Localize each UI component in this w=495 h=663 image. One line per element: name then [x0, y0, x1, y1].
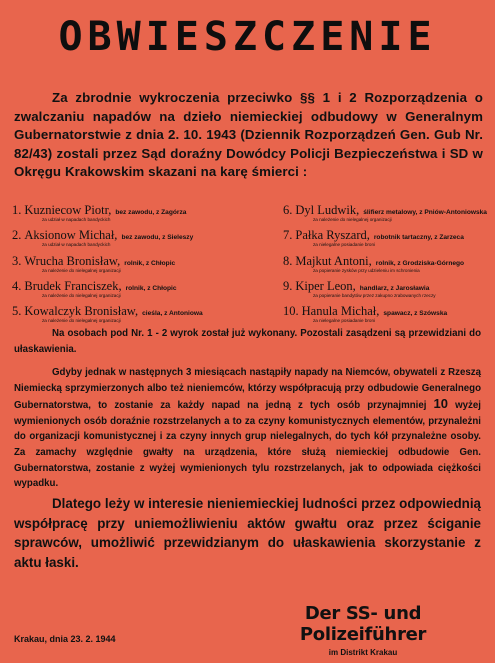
list-item — [283, 279, 493, 304]
reprisal-number: 10 — [433, 396, 449, 412]
item-name: Pałka Ryszard, — [295, 228, 370, 243]
item-number: 10. — [283, 304, 299, 319]
list-item — [283, 228, 493, 253]
list-item — [283, 203, 493, 228]
item-name: Kowalczyk Bronisław, — [24, 304, 139, 319]
poster-title: OBWIESZCZENIE — [58, 14, 437, 60]
reprisal-text-end: wyżej wymienionych osób doraźnie rozstrzelanych a to za czyny komunistycznych elementów, przynależni do organizacji komunistycznej i za czyny innych grup nielegalnych, do tych kół przynależne osoby. Za zamachy względnie gwałty na urządzenia, które służą niemieckiej odbudowie Gen. Gubernatorstwa, zostanie z wyżej wymienionych tylu rozstrzelanych, jak to odpowiada ciężkości wypadku. — [14, 400, 481, 490]
item-detail: spawacz, z Szówska — [383, 310, 448, 318]
list-item — [12, 228, 262, 253]
item-detail: rolnik, z Chłopic — [124, 259, 176, 267]
item-detail: cieśla, z Antoniowa — [142, 310, 203, 318]
item-number: 8. — [283, 253, 293, 268]
signature-block — [243, 603, 483, 657]
reprisal-paragraph — [14, 365, 481, 492]
list-item — [283, 254, 493, 279]
item-number: 3. — [12, 253, 22, 268]
item-detail: bez zawodu, z Zagórza — [115, 209, 187, 216]
item-number: 1. — [12, 203, 22, 217]
item-reason: za udział w napadach bandyckich — [42, 242, 111, 248]
item-name: Brudek Franciszek, — [24, 278, 122, 293]
item-detail: rolnik, z Grodziska-Górnego — [375, 259, 465, 267]
execution-notice: Na osobach pod Nr. 1 - 2 wyrok został już wykonany. Pozostali zasądzeni są przewidziani do ułaskawienia. — [14, 328, 481, 355]
reprisal-text-start: Gdyby jednak w następnych 3 miesiącach nastąpiły napady na Niemców, obywateli z Rzeszą Niemiecką sprzymierzonych albo też nieniemców, którzy współpracują przy odbudowie Generalnego Gubernatorstwa, to zostanie za każdy napad na jedną z tych osób przynajmniej — [14, 367, 481, 412]
item-reason: za popieranie zysków przy udzieleniu im schronienia — [313, 267, 420, 273]
item-number: 9. — [283, 278, 293, 293]
list-item — [12, 203, 262, 228]
item-number: 4. — [12, 278, 22, 293]
item-reason: za nielegalne posiadanie broni — [313, 318, 376, 324]
item-name: Dyl Ludwik, — [295, 203, 360, 217]
item-number: 2. — [12, 228, 22, 243]
item-number: 5. — [12, 304, 22, 319]
item-reason: za nielegalne posiadanie broni — [313, 242, 376, 248]
item-reason: za udział w napadach bandyckich — [42, 217, 111, 222]
item-reason: za należenie do nielegalnej organizacji — [313, 217, 392, 222]
item-number: 7. — [283, 228, 293, 243]
item-reason: za należenie do nielegalnej organizacji — [42, 292, 121, 298]
item-detail: handlarz, z Jarosławia — [359, 284, 430, 292]
item-name: Kiper Leon, — [295, 278, 356, 293]
signature: Der SS- und Polizeiführer — [299, 603, 427, 645]
item-name: Hanula Michał, — [301, 304, 380, 319]
item-number: 6. — [283, 203, 293, 217]
list-item — [12, 279, 262, 304]
item-name: Majkut Antoni, — [295, 253, 372, 268]
intro-paragraph: Za zbrodnie wykroczenia przeciwko §§ 1 i 2 Rozporządzenia o zwalczaniu napadów na dzieło niemieckiej odbudowy w Generalnym Gubernatorstwie z dnia 2. 10. 1943 (Dziennik Rozporządzeń Gen. Gub Nr. 82/43) zostali przez Sąd doraźny Dowódcy Policji Bezpieczeństwa i SD w Okręgu Krakowskim skazani na karę śmierci : — [14, 90, 483, 179]
item-detail: ślifierz metalowy, z Pniów-Antoniowska — [363, 209, 487, 216]
item-detail: robotnik tartaczny, z Zarzeca — [373, 234, 464, 242]
appeal-paragraph: Dlatego leży w interesie nieniemieckiej ludności przez odpowiednią współpracę przy uniemożliwieniu aktów gwałtu oraz przez ściganie sprawców, umożliwić przewidzianym do ułaskawienia skorzystanie z aktu łaski. — [14, 496, 481, 570]
signature-district: im Distrikt Krakau — [328, 648, 398, 657]
place-date: Krakau, dnia 23. 2. 1944 — [14, 634, 116, 644]
item-reason: za należenie do nielegalnej organizacji — [42, 318, 121, 324]
item-name: Wrucha Bronisław, — [24, 253, 121, 268]
item-detail: rolnik, z Chłopic — [125, 284, 177, 292]
item-name: Aksionow Michał, — [24, 228, 118, 243]
item-detail: bez zawodu, z Sieleszy — [121, 234, 194, 242]
convict-list-left — [12, 203, 262, 329]
convict-list-right — [283, 203, 493, 329]
item-name: Kuzniecow Piotr, — [24, 203, 112, 217]
list-item — [12, 254, 262, 279]
item-reason: za należenie do nielegalnej organizacji — [42, 267, 121, 273]
item-reason: za popieranie bandytów przez zakupno zrabowanych rzeczy — [313, 292, 436, 298]
